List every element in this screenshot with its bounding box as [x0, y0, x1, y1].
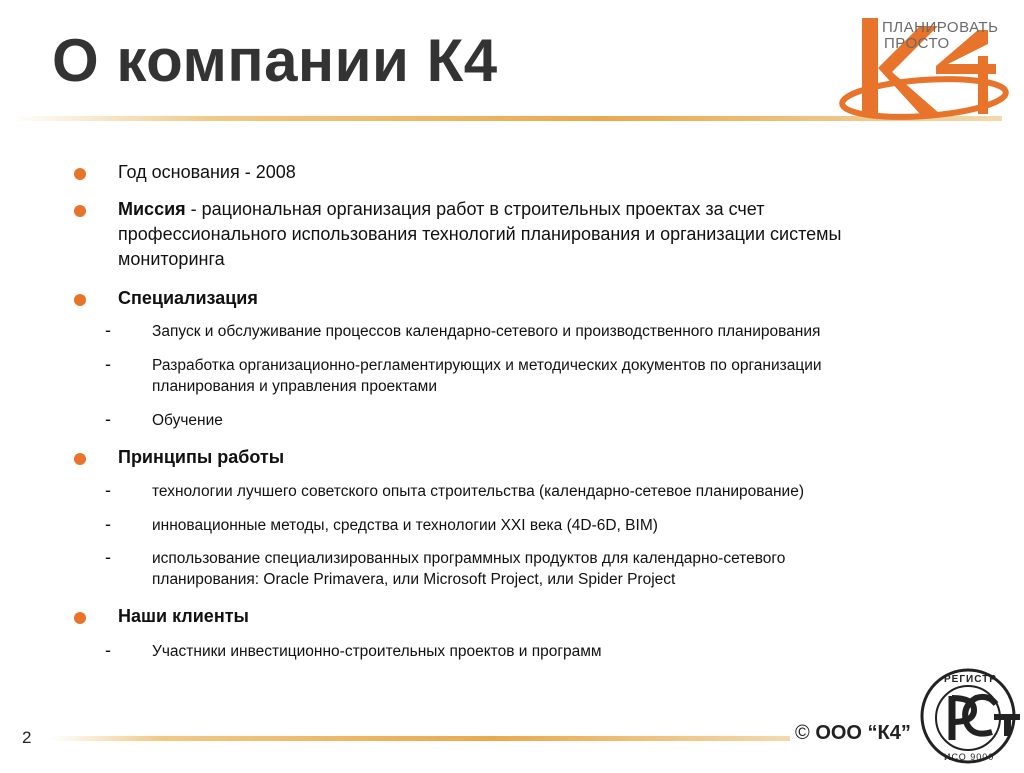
principles-item-line-2: планирования: Oracle Primavera, или Microsoft Project, или Spider Project — [152, 571, 676, 588]
copyright — [795, 722, 911, 745]
mission-line-3: мониторинга — [118, 249, 225, 269]
mission-label: Миссия — [118, 199, 186, 219]
cert-bottom-text: ИСО 9000 — [944, 752, 995, 762]
principles-item: инновационные методы, средства и технологии XXI века (4D-6D, BIM) — [152, 517, 658, 534]
cert-top-text: РЕГИСТР — [944, 674, 997, 685]
copyright-icon: © — [795, 722, 810, 744]
dash-icon: - — [105, 354, 111, 374]
rst-certificate-badge — [918, 666, 1022, 768]
logo-tagline-line2: ПРОСТО — [884, 35, 950, 52]
bullet-icon — [74, 205, 86, 217]
bullet-icon — [74, 612, 86, 624]
bullet-icon — [74, 294, 86, 306]
mission-line-2: профессионального использования технологий планирования и организации системы — [118, 224, 842, 244]
page-number: 2 — [22, 728, 32, 747]
specialization-item: Запуск и обслуживание процессов календарно-сетевого и производственного планирования — [152, 323, 821, 340]
principles-item-line-1: использование специализированных программных продуктов для календарно-сетевого — [152, 550, 786, 567]
specialization-heading — [118, 286, 258, 311]
dash-icon: - — [105, 409, 111, 429]
specialization-item-line-1: Разработка организационно-регламентирующих и методических документов по организации — [152, 357, 822, 374]
dash-icon: - — [105, 480, 111, 500]
mission-text — [118, 197, 841, 272]
specialization-item-line-2: планирования и управления проектами — [152, 378, 437, 395]
clients-heading — [118, 604, 249, 629]
copyright-text: ООО “К4” — [815, 722, 911, 744]
footer-divider — [50, 736, 790, 741]
dash-icon: - — [105, 320, 111, 340]
dash-icon: - — [105, 514, 111, 534]
clients-item: Участники инвестиционно-строительных проектов и программ — [152, 643, 602, 660]
dash-icon: - — [105, 640, 111, 660]
dash-icon: - — [105, 547, 111, 567]
founded-text: Год основания - 2008 — [118, 162, 296, 182]
clients-label: Наши клиенты — [118, 606, 249, 626]
logo-tagline — [882, 20, 998, 52]
principles-item — [152, 548, 785, 590]
k4-logo — [828, 16, 1012, 128]
specialization-label: Специализация — [118, 288, 258, 308]
specialization-item: Обучение — [152, 412, 223, 429]
bullet-icon — [74, 168, 86, 180]
principles-item: технологии лучшего советского опыта строительства (календарно-сетевое планирование) — [152, 483, 804, 500]
specialization-item — [152, 355, 822, 397]
mission-line-1: - рациональная организация работ в строительных проектах за счет — [185, 199, 765, 219]
principles-heading — [118, 445, 284, 470]
bullet-icon — [74, 453, 86, 465]
principles-label: Принципы работы — [118, 447, 285, 467]
logo-tagline-line1: ПЛАНИРОВАТЬ — [882, 19, 999, 36]
slide-title: О компании К4 — [52, 27, 498, 94]
